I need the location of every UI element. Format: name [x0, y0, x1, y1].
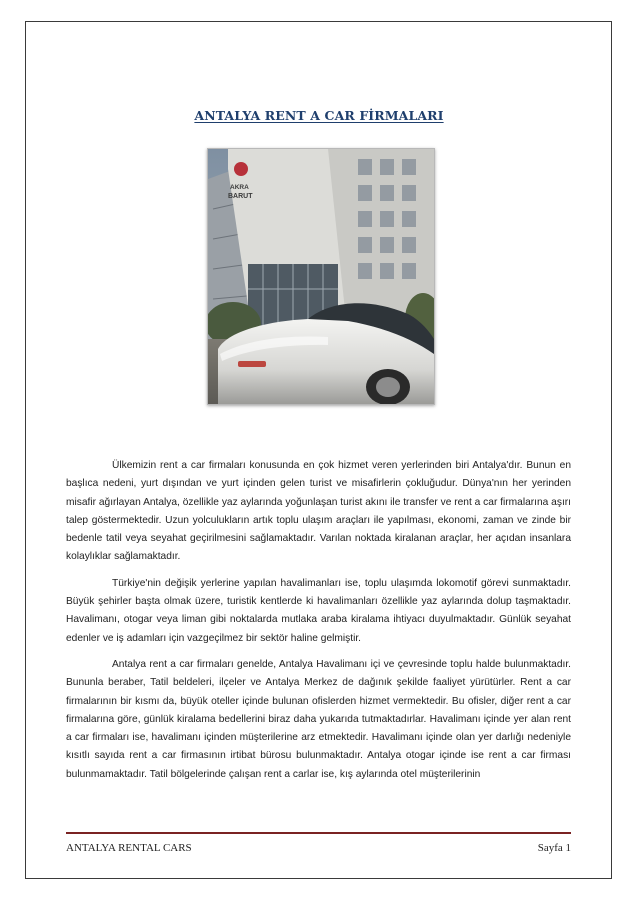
footer-company: ANTALYA RENTAL CARS	[66, 842, 192, 854]
paragraph-3: Antalya rent a car firmaları genelde, Antalya Havalimanı içi ve çevresinde toplu halde bulunmaktadır. Bununla beraber, Tatil beldeleri, ilçeler ve Antalya Merkez de dağınık şekilde faaliyet yürütürler. Rent a car firmalarının bir kısmı da, büyük oteller içinde bulunan ofislerden hizmet vermektedir. Bu ofisler, diğer rent a car firmalarına göre, günlük kiralama bedellerini biraz daha yukarıda tutmaktadırlar. Havalimanı içinde yer alan rent a car firmaları ise, havalimanı içinden müşterilerine arz etmektedir. Havalimanı içinde olan yer darlığı nedeniyle kısıtlı sayıda rent a car firmasının irtibat bürosu bulunmaktadır. Antalya otogar içinde ise rent a car firması bulunmamaktadır. Tatil bölgelerinde çalışan rent a carlar ise, kış aylarında otel müşterilerinin	[66, 658, 571, 780]
document-title-text: ANTALYA RENT A CAR FİRMALARI	[194, 108, 444, 123]
sign-line1: AKRA	[230, 184, 249, 191]
sign-line2: BARUT	[228, 193, 253, 200]
document-title	[0, 108, 638, 123]
photo-illustration	[208, 149, 434, 404]
footer-divider	[66, 832, 571, 834]
paragraph-2: Türkiye'nin değişik yerlerine yapılan havalimanları ise, toplu ulaşımda lokomotif görevi sunmaktadır. Büyük şehirler başta olmak üzere, turistik kentlerde ki havalimanları özellikle yaz aylarında dolup taşmaktadır. Havalimanı, otogar veya liman gibi noktalarda mutlaka araba kiralama ihtiyacı duyulmaktadır. Günlük seyahat edenler ve iş adamları için vazgeçilmez bir sektör haline gelmiştir.	[66, 577, 571, 644]
paragraph-1: Ülkemizin rent a car firmaları konusunda en çok hizmet veren yerlerinden biri Antalya'dır. Bunun en başlıca nedeni, yurt dışından ve yurt içinden gelen turist ve misafirlerin çokluğudur. Dünya'nın her yerinden misafir ağırlayan Antalya, özellikle yaz aylarında yoğunlaşan turist akını ile transfer ve rent a car firmalarına aşırı talep göstermektedir. Uzun yolculukların artık toplu ulaşım araçları ile yapılması, ekonomi, zaman ve zinde bir bedenle tatil veya seyahat geçirilmesini sağlamaktadır. Varılan noktada kiralanan araçlar, her açıdan insanlara kolaylıklar sağlamaktadır.	[66, 460, 571, 563]
footer-page-number: Sayfa 1	[537, 842, 571, 854]
body-text	[66, 457, 571, 792]
akra-logo-icon	[234, 162, 248, 176]
building-car-photo	[207, 148, 435, 405]
